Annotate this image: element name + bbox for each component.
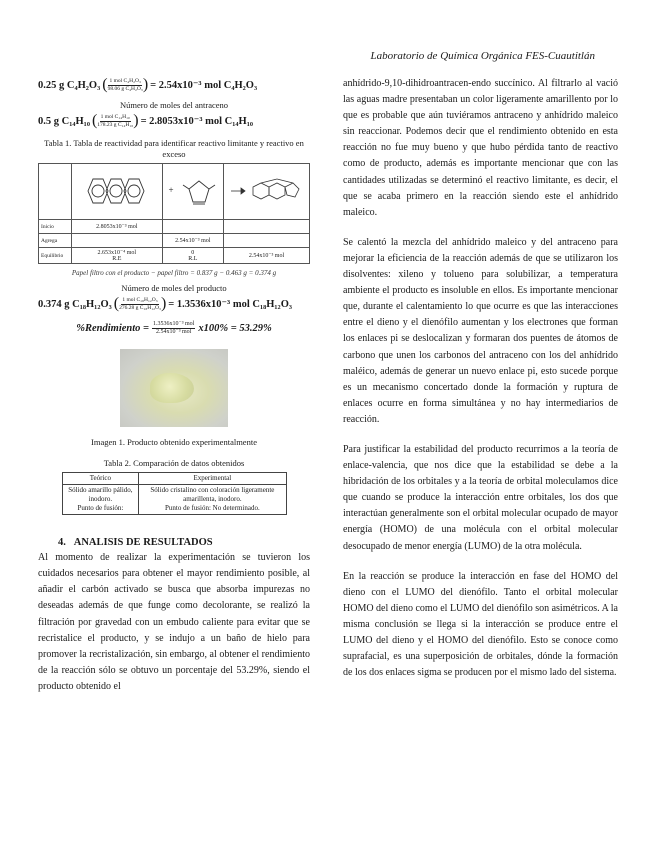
maleic-structure [162, 164, 223, 220]
anthracene-moles-equation: 0.5 g C₁₄H₁₀ ( $\frac{\text{1 mol C₁₄H₁₀}}{\text{178.23 g C₁₄H₁₀}}$ ) = 2.8053x10⁻³ mol C₁₄H₁₀ [38, 112, 253, 129]
row-equilibrio: Equilibrio 2.653x10⁻⁴ mol R.E 0 R.L 2.54x10⁻³ mol [39, 248, 310, 264]
product-frac-den: 276.28 g C₁₈H₁₂O₃ [119, 304, 161, 311]
yield-equation [38, 321, 310, 335]
right-paragraph-1: anhídrido-9,10-dihidroantracen-endo succínico. Al filtrarlo al vació las aguas madre presentaban un color ligeramente amarillento por lo que es probable que aún tuviéramos antraceno y anhídrido maleico sin reaccionar. Podemos decir que el rendimiento obtenido en esta reacción no fue muy bueno y que hubo pérdida tanto de reactivo como de producto, además es importante mencionar que con las cantidades utilizadas se determinó el reactivo limitante, es decir, el que se acaba primero en la reacción siendo este el anhídrido maleico. [343, 78, 618, 218]
anthracene-structure-icon [80, 173, 154, 209]
yield-frac-num: 1.3536x10⁻³ mol [153, 321, 195, 327]
table2-caption: Tabla 2. Comparación de datos obtenidos [103, 458, 245, 469]
anthracene-result: = 2.8053x10⁻³ mol C₁₄H₁₀ [140, 116, 253, 127]
product-frac-num: 1 mol C₁₈H₁₂O₃ [122, 297, 158, 304]
running-header: Laboratorio de Química Orgánica FES-Cuautitlán [370, 50, 595, 62]
teorico-cell: Sólido amarillo pálido, inodoro. Punto de fusión: [62, 485, 139, 515]
anthracene-frac-den: 178.23 g C₁₄H₁₀ [97, 121, 134, 128]
maleic-frac-den: 98.06 g C₄H₂O₃ [107, 85, 143, 92]
yield-lhs: %Rendimiento = [76, 322, 150, 334]
product-structure-icon [231, 173, 301, 209]
product-result: = 1.3536x10⁻³ mol C₁₈H₁₂O₃ [168, 299, 293, 310]
right-column [343, 76, 618, 681]
product-moles-label: Número de moles del producto [121, 283, 227, 293]
row-agrega: Agrega 2.54x10⁻³ mol [39, 234, 310, 248]
anthracene-structure [72, 164, 163, 220]
header-teorico: Teórico [62, 473, 139, 485]
reactivity-table [38, 163, 310, 264]
maleic-frac-num: 1 mol C₄H₂O₃ [109, 78, 141, 85]
maleic-moles-equation: 0.25 g C₄H₂O₃ ( $\frac{\text{1 mol C₄H₂O₃}}{\text{98.06 g C₄H₂O₃}}$ ) = 2.54x10⁻³ mol C₄H₂O₃ [38, 76, 258, 93]
structures-row [39, 164, 310, 220]
product-moles-equation: 0.374 g C₁₈H₁₂O₃ ( $\frac{\text{1 mol C₁₈H₁₂O₃}}{\text{276.28 g C₁₈H₁₂O₃}}$ ) = 1.3536x10⁻³ mol C₁₈H₁₂O₃ [38, 295, 293, 312]
row-inicio: Inicio 2.8053x10⁻³ mol [39, 220, 310, 234]
maleic-anhydride-structure-icon [181, 174, 217, 210]
comparison-table [62, 472, 287, 515]
right-paragraph-4: En la reacción se produce la interacción en fase del HOMO del dieno con el LUMO del dienófilo. Tanto el orbital molecular HOMO del dieno como el LUMO del dienófilo son asimétricos. A la misma conclusión se llega si la interacción se produce entre el LUMO del dieno y el HOMO del dienófilo. Esto se conoce como suprafacial, es una superposición de orbitales, dónde la formación de los dos enlaces sigma se producen por el mismo lado del sistema. [343, 570, 618, 679]
yield-frac-den: 2.54x10⁻³ mol [156, 328, 192, 335]
filter-paper-calc: Papel filtro con el producto − papel filtro = 0.837 g − 0.463 g = 0.374 g [71, 269, 277, 277]
product-photo [120, 349, 228, 427]
anthracene-frac-num: 1 mol C₁₄H₁₀ [100, 114, 130, 121]
product-mass: 0.374 g C₁₈H₁₂O₃ [38, 298, 112, 310]
left-paragraph: Al momento de realizar la experimentación se tuvieron los cuidados necesarios para obtener el mayor rendimiento posible, al añadir el carbón activado se busca que absorba impurezas no deseadas además de que funge como decolorante, se realizó la filtración por gravedad con un embudo caliente para evitar que se recristalice el producto, y se indujo a un baño de hielo para promover la recristalización, sin embargo, al obtener el rendimiento de la reacción sólo se obtuvo un porcentaje del 53.29%, siendo el producto obtenido el [38, 552, 310, 692]
header-experimental: Experimental [139, 473, 286, 485]
image-caption: Imagen 1. Producto obtenido experimentalmente [91, 437, 257, 448]
right-paragraph-2: Se calentó la mezcla del anhídrido maleico y del antraceno para mejorar la eficiencia de la reacción además de que se utilizaron los disolventes: xileno y tolueno para solubilizar, a temperatura ambiente el producto es insoluble en ellos. Es importante mencionar que, durante el calentamiento lo que ocurre es que las interacciones entre el dieno y el dienófilo aumentan y los electrones que forman los enlaces pi se deslocalizan y formaran dos puentes de átomos de carbono que unen los carbonos del antraceno con los del anhídrido maléico, además de generar un nuevo enlace pi, esto sucede porque es un mecanismo concertado donde la formación y ruptura de enlaces ocurre en forma simultánea y no hay intermediarios de reacción. [343, 236, 618, 425]
maleic-mass: 0.25 g C₄H₂O₃ [38, 79, 101, 91]
section-heading: 4. ANALISIS DE RESULTADOS [58, 537, 213, 549]
maleic-result: = 2.54x10⁻³ mol C₄H₂O₃ [150, 80, 258, 91]
anthracene-mass: 0.5 g C₁₄H₁₀ [38, 115, 90, 127]
product-structure [223, 164, 309, 220]
yield-result: x100% = 53.29% [198, 322, 272, 334]
anthracene-moles-label: Número de moles del antraceno [119, 100, 229, 110]
table1-caption: Tabla 1. Tabla de reactividad para identificar reactivo limitante y reactivo en exceso [44, 138, 304, 159]
left-column [38, 76, 310, 695]
plus-sign: + [168, 184, 174, 195]
experimental-cell: Sólido cristalino con coloración ligeramente amarillenta, inodoro. Punto de fusión: No determinado. [139, 485, 286, 515]
right-paragraph-3: Para justificar la estabilidad del producto recurrimos a la teoría de enlace-valencia, que nos dice que la estabilidad se debe a la hibridación de los orbitales y a la teoría de orbital moleculamos dice que cuando se produce la interacción entre orbitales, los dos que interactúan generalmente son el orbital molecular ocupado de mayor energía (HOMO) de una molécula con el orbital molecular desocupado de menor energía (LUMO) de la otra molécula. [343, 443, 618, 552]
